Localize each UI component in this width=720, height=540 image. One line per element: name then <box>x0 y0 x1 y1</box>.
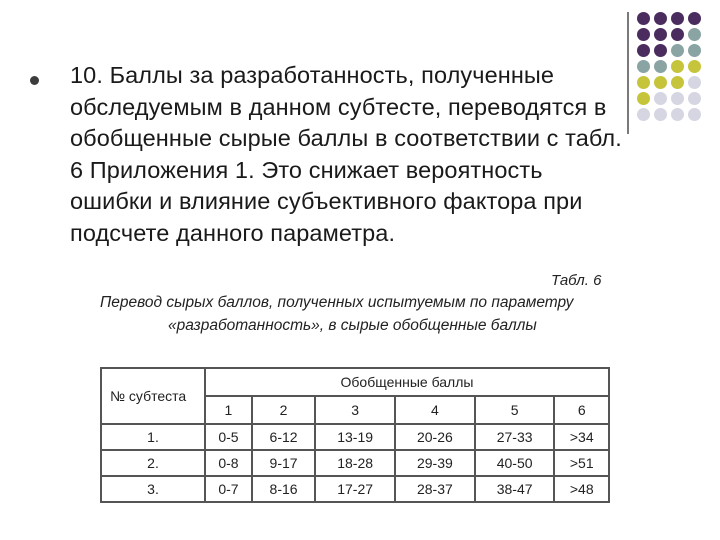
decor-dot <box>637 76 650 89</box>
bullet-icon <box>30 76 39 85</box>
decor-dot <box>688 12 701 25</box>
decor-dot <box>671 12 684 25</box>
table-cell: 0-8 <box>205 450 252 476</box>
subtest-header: № субтеста <box>101 368 205 424</box>
column-header: 2 <box>252 396 315 424</box>
column-header: 6 <box>554 396 609 424</box>
table-cell: 18-28 <box>315 450 395 476</box>
table-cell: 38-47 <box>475 476 555 502</box>
decor-dot <box>688 108 701 121</box>
decor-dot <box>671 76 684 89</box>
table-cell: 6-12 <box>252 424 315 450</box>
group-header: Обобщенные баллы <box>205 368 609 396</box>
table-row <box>101 450 609 476</box>
decor-dot <box>637 12 650 25</box>
decor-dot <box>637 60 650 73</box>
decor-dot <box>671 60 684 73</box>
decor-dot-grid <box>637 12 720 124</box>
decor-dot <box>654 92 667 105</box>
column-header: 3 <box>315 396 395 424</box>
decor-dot <box>688 28 701 41</box>
decor-dot <box>671 92 684 105</box>
decor-dot <box>654 60 667 73</box>
table-cell: 8-16 <box>252 476 315 502</box>
table-cell: >48 <box>554 476 609 502</box>
table-cell: 17-27 <box>315 476 395 502</box>
decor-dot <box>671 44 684 57</box>
column-header: 4 <box>395 396 475 424</box>
decor-dot <box>688 92 701 105</box>
decor-dot <box>654 108 667 121</box>
decor-dot <box>637 92 650 105</box>
decor-dot <box>637 108 650 121</box>
table-cell: 13-19 <box>315 424 395 450</box>
decor-dot <box>688 44 701 57</box>
table-cell: 40-50 <box>475 450 555 476</box>
subtest-number: 3. <box>101 476 205 502</box>
column-header: 1 <box>205 396 252 424</box>
decor-dot <box>654 12 667 25</box>
decor-dot <box>654 44 667 57</box>
decor-dot <box>688 76 701 89</box>
scores-table <box>100 367 610 503</box>
table-number: Табл. 6 <box>551 272 602 289</box>
table-cell: 27-33 <box>475 424 555 450</box>
decor-dot <box>671 108 684 121</box>
decor-dot <box>688 60 701 73</box>
table-cell: 0-5 <box>205 424 252 450</box>
table-row <box>101 424 609 450</box>
table-cell: 9-17 <box>252 450 315 476</box>
decor-dot <box>637 44 650 57</box>
table-caption-line1: Перевод сырых баллов, полученных испытуемым по параметру <box>100 294 574 311</box>
subtest-number: 2. <box>101 450 205 476</box>
decor-dot <box>654 28 667 41</box>
column-header: 5 <box>475 396 555 424</box>
table-cell: >51 <box>554 450 609 476</box>
body-paragraph: 10. Баллы за разработанность, полученные обследуемым в данном субтесте, переводятся в обобщенные сырые баллы в соответствии с табл. 6 Приложения 1. Это снижает вероятность ошибки и влияние субъективного фактора при подсчете данного параметра. <box>70 62 622 246</box>
table-cell: 28-37 <box>395 476 475 502</box>
decor-dot <box>654 76 667 89</box>
table-cell: >34 <box>554 424 609 450</box>
table-cell: 29-39 <box>395 450 475 476</box>
table-caption-line2: «разработанность», в сырые обобщенные баллы <box>168 317 537 334</box>
subtest-number: 1. <box>101 424 205 450</box>
table-row <box>101 476 609 502</box>
table-cell: 20-26 <box>395 424 475 450</box>
decor-dot <box>671 28 684 41</box>
table-cell: 0-7 <box>205 476 252 502</box>
decor-dot <box>637 28 650 41</box>
